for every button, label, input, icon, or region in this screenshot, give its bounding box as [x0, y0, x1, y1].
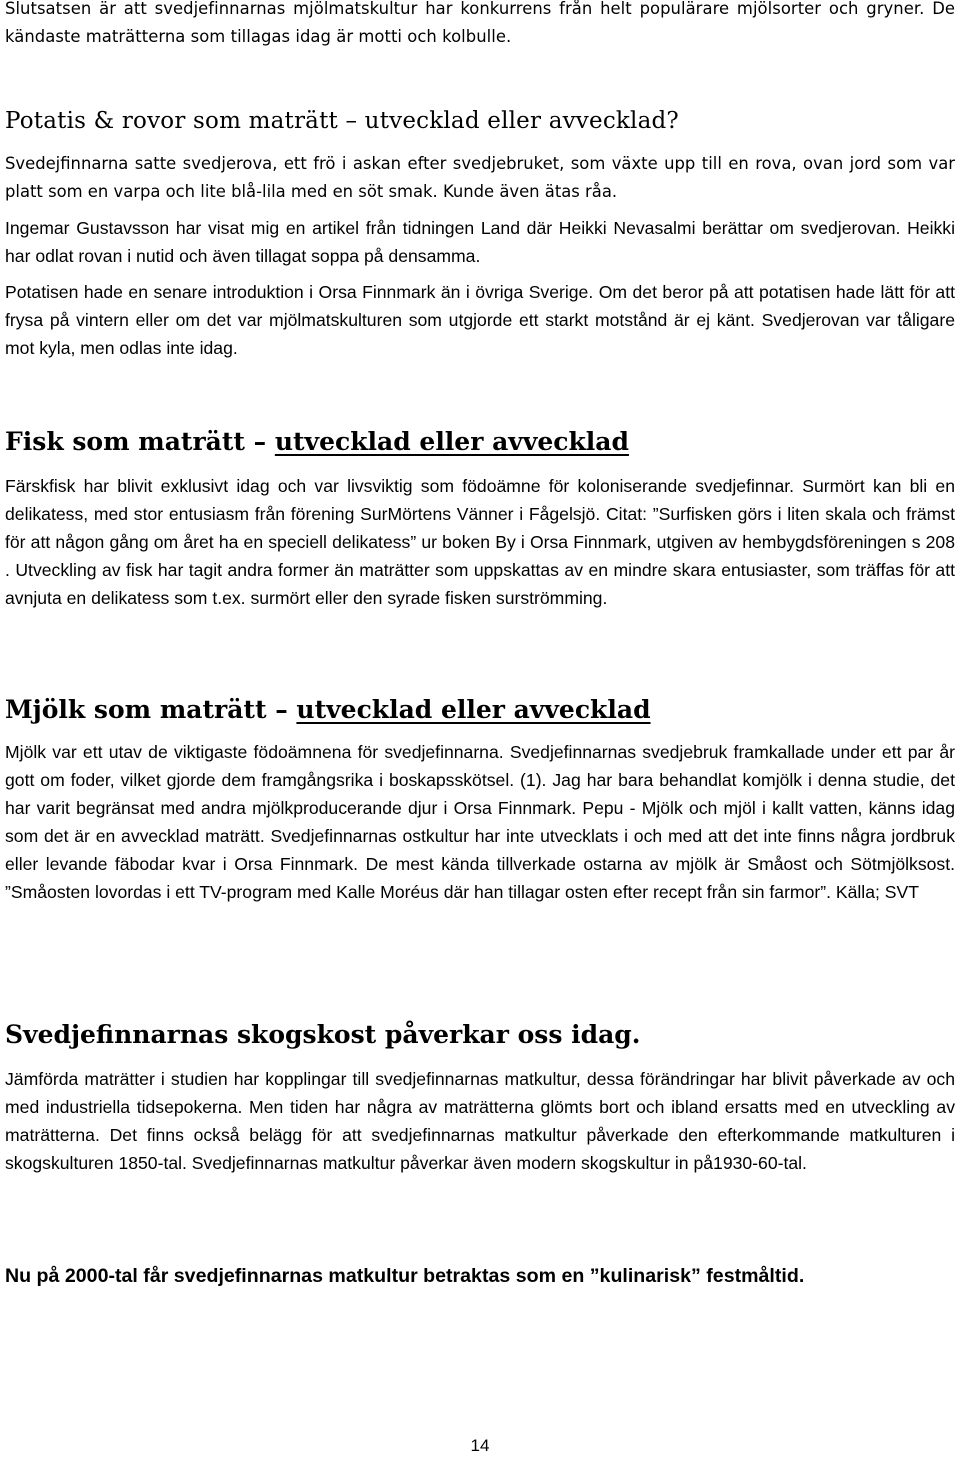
conclusion-text: Nu på 2000-tal får svedjefinnarnas matkultur betraktas som en ”kulinarisk” festmåltid. — [5, 1265, 805, 1287]
potatis-paragraph-3: Potatisen hade en senare introduktion i Orsa Finnmark än i övriga Sverige. Om det beror på att potatisen hade lätt för att frysa på vintern eller om det var mjölmatskulturen som utgjorde ett starkt motstånd är ej känt. Svedjerovan var tåligare mot kyla, men odlas inte idag. — [5, 282, 955, 358]
conclusion-section — [5, 1262, 955, 1290]
fisk-paragraph: Färskfisk har blivit exklusivt idag och var livsviktig som födoämne för koloniserande svedjefinnar. Surmört kan bli en delikatess, med stor entusiasm från förening SurMörtens Vänner i Fågelsjö. Citat: ”Surfisken görs i liten skala och främst för att någon gång om året ha en speciell delikatess” ur boken By i Orsa Finnmark, utgiven av hembygdsföreningen s 208 . Utveckling av fisk har tagit andra former än maträtter som uppskattas av en mindre skara entusiaster, som träffas för att avnjuta en delikatess som t.ex. surmört eller den syrade fisken surströmming. — [5, 476, 955, 608]
intro-section — [5, 0, 955, 51]
mjolk-heading-text: Mjölk som maträtt – utvecklad eller avvecklad — [5, 695, 651, 724]
fisk-heading — [5, 426, 955, 458]
potatis-section — [5, 106, 955, 136]
mjolk-heading — [5, 694, 955, 726]
intro-paragraph: Slutsatsen är att svedjefinnarnas mjölmatskultur har konkurrens från helt populärare mjölsorter och gryner. De kändaste maträtterna som tillagas idag är motti och kolbulle. — [5, 0, 955, 46]
potatis-paragraph-2: Ingemar Gustavsson har visat mig en artikel från tidningen Land där Heikki Nevasalmi berättar om svedjerovan. Heikki har odlat rovan i nutid och även tillagat soppa på densamma. — [5, 218, 955, 266]
skogskost-paragraph: Jämförda maträtter i studien har kopplingar till svedjefinnarnas matkultur, dessa förändringar har blivit påverkade av och med industriella tidsepokerna. Men tiden har några av maträtterna glömts bort och ibland ersatts med en utveckling av maträtterna. Det finns också belägg för att svedjefinnarnas matkultur påverkade den efterkommande matkulturen i skogskulturen 1850-tal. Svedjefinnarnas matkultur påverkar även modern skogskultur in på1930-60-tal. — [5, 1069, 955, 1173]
fisk-heading-text: Fisk som maträtt – utvecklad eller avvecklad — [5, 427, 629, 456]
fisk-section — [5, 426, 955, 612]
skogskost-section — [5, 1019, 955, 1177]
potatis-body — [5, 150, 955, 362]
potatis-paragraph-1: Svedejfinnarna satte svedjerova, ett frö i askan efter svedjebruket, som växte upp till en rova, ovan jord som var platt som en varpa och lite blå-lila med en söt smak. Kunde även ätas råa. — [5, 154, 955, 201]
page-number: 14 — [470, 1436, 490, 1455]
mjolk-paragraph: Mjölk var ett utav de viktigaste födoämnena för svedjefinnarna. Svedjefinnarnas svedjebruk framkallade under ett par år gott om foder, vilket gjorde dem framgångsrika i boskapsskötsel. (1). Jag har bara behandlat komjölk i denna studie, det har varit begränsat med andra mjölkproducerande djur i Orsa Finnmark. Pepu - Mjölk och mjöl i kallt vatten, känns idag som det är en avvecklad maträtt. Svedjefinnarnas ostkultur har inte utvecklats i och med att det inte finns några jordbruk eller levande fäbodar kvar i Orsa Finnmark. De mest kända tillverkade ostarna av mjölk är Småost och Sötmjölksost. ”Småosten lovordas i ett TV-program med Kalle Moréus där han tillagar osten efter recept från sin farmor”. Källa; SVT — [5, 742, 955, 902]
mjolk-section — [5, 694, 955, 906]
skogskost-heading: Svedjefinnarnas skogskost påverkar oss idag. — [5, 1020, 641, 1049]
potatis-heading: Potatis & rovor som maträtt – utvecklad eller avvecklad? — [5, 108, 679, 134]
